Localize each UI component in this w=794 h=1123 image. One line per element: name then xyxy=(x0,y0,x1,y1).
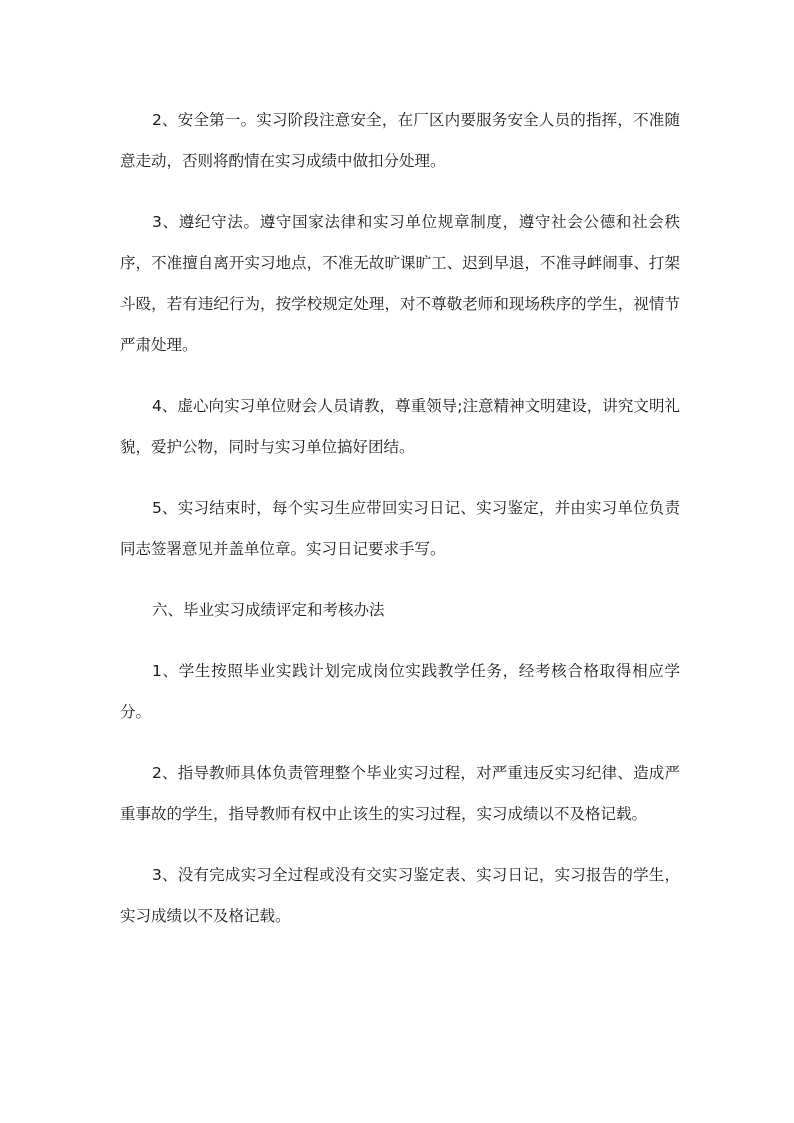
document-body xyxy=(120,100,680,957)
paragraph-incomplete: 3、没有完成实习全过程或没有交实习鉴定表、实习日记，实习报告的学生，实习成绩以不及格记载。 xyxy=(120,866,680,925)
paragraph-teacher-authority: 2、指导教师具体负责管理整个毕业实习过程，对严重违反实习纪律、造成严重事故的学生，指导教师有权中止该生的实习过程，实习成绩以不及格记载。 xyxy=(120,764,680,823)
section-heading-evaluation: 六、毕业实习成绩评定和考核办法 xyxy=(152,601,385,619)
paragraph-humility: 4、虚心向实习单位财会人员请教，尊重领导;注意精神文明建设，讲究文明礼貌，爱护公物，同时与实习单位搞好团结。 xyxy=(120,397,680,456)
paragraph-internship-end: 5、实习结束时，每个实习生应带回实习日记、实习鉴定，并由实习单位负责同志签署意见并盖单位章。实习日记要求手写。 xyxy=(120,499,680,558)
paragraph-credit: 1、学生按照毕业实践计划完成岗位实践教学任务，经考核合格取得相应学分。 xyxy=(120,662,680,721)
paragraph-discipline: 3、遵纪守法。遵守国家法律和实习单位规章制度，遵守社会公德和社会秩序，不准擅自离开实习地点，不准无故旷课旷工、迟到早退，不准寻衅闹事、打架斗殴，若有违纪行为，按学校规定处理，对不尊敬老师和现场秩序的学生，视情节严肃处理。 xyxy=(120,213,680,354)
paragraph-safety: 2、安全第一。实习阶段注意安全，在厂区内要服务安全人员的指挥，不准随意走动，否则将酌情在实习成绩中做扣分处理。 xyxy=(120,111,680,170)
